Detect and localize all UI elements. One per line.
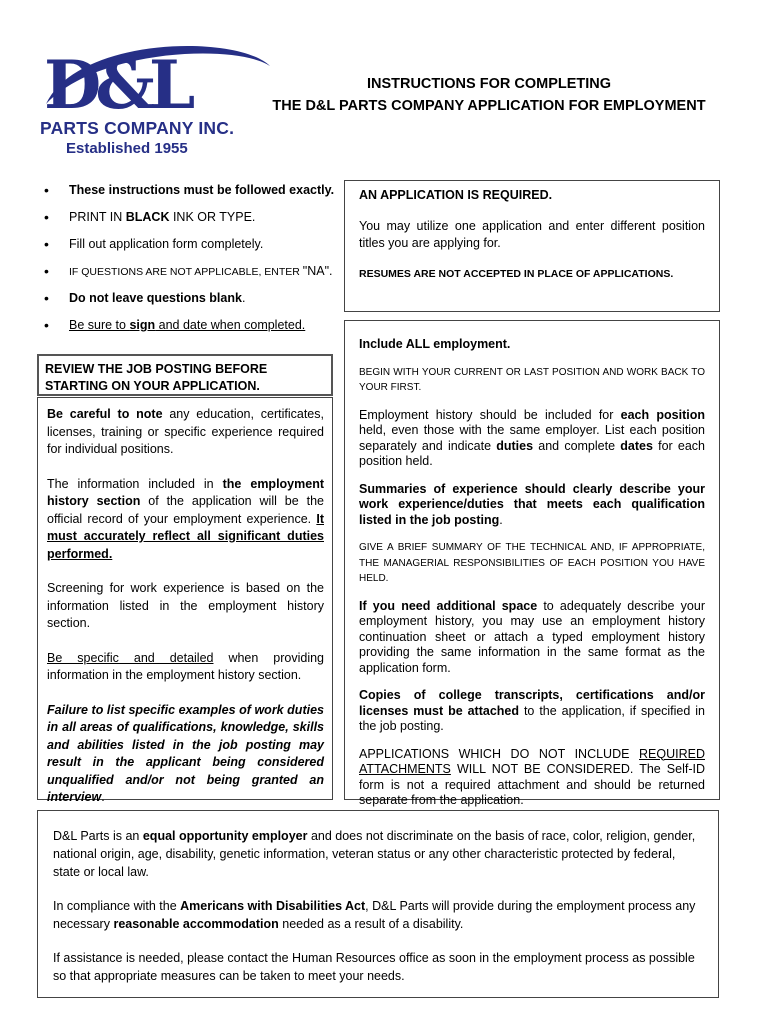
application-required-box — [344, 180, 720, 312]
bullet-bold: sign — [129, 318, 156, 332]
bullet-text: and date when completed. — [155, 318, 306, 332]
bullet-bold: Do not leave questions blank — [69, 291, 242, 305]
text: and complete — [533, 438, 621, 453]
text: Employment history should be included for — [359, 407, 621, 422]
paragraph — [47, 580, 324, 633]
company-logo — [38, 44, 278, 157]
text: . — [499, 512, 503, 527]
text: D&L Parts is an — [53, 829, 143, 843]
page-title-line-1: INSTRUCTIONS FOR COMPLETING — [366, 76, 612, 92]
paragraph: RESUMES ARE NOT ACCEPTED IN PLACE OF APPLICATIONS. — [359, 268, 674, 280]
page-title-line-2: THE D&L PARTS COMPANY APPLICATION FOR EMPLOYMENT — [272, 98, 706, 114]
text-bold: duties — [496, 438, 534, 453]
text: . — [101, 790, 105, 804]
list-item — [40, 315, 340, 342]
text: The information included in — [47, 476, 223, 491]
list-item — [40, 261, 340, 288]
paragraph: BEGIN WITH YOUR CURRENT OR LAST POSITION AND WORK BACK TO YOUR FIRST. — [359, 366, 705, 393]
text-bold: Americans with Disabilities Act — [180, 899, 366, 913]
bullet-bold: BLACK — [125, 210, 170, 224]
list-item — [40, 288, 340, 315]
section-heading: Include ALL employment. — [359, 337, 511, 351]
logo-company-name: PARTS COMPANY INC. — [40, 118, 235, 138]
paragraph — [359, 408, 705, 470]
bullet-text: Fill out application form completely. — [69, 237, 264, 251]
paragraph — [53, 897, 704, 933]
bullet-text: IF QUESTIONS ARE NOT APPLICABLE, ENTER — [69, 266, 303, 278]
text: Screening for work experience is based on the information listed in the employment history section. — [47, 581, 324, 630]
bullet-text: PRINT IN — [69, 210, 126, 224]
bullet-text: These instructions must be followed exactly. — [69, 183, 335, 197]
bullet-text: INK OR TYPE. — [169, 210, 256, 224]
paragraph — [359, 599, 705, 677]
text-bold: Copies of college transcripts, certifications and/or licenses must be attached — [359, 688, 705, 718]
text: any education, certificates, licenses, training or specific experience required for individual positions. — [47, 407, 324, 456]
text: when providing information in the employment history section. — [47, 650, 325, 682]
paragraph — [47, 650, 324, 685]
text-bold: dates — [620, 438, 653, 453]
paragraph: You may utilize one application and enter different position titles you are applying for. — [359, 219, 705, 250]
text-bold: the employment history section — [47, 476, 324, 508]
text-underline: Be specific and detailed — [47, 650, 214, 665]
paragraph — [359, 747, 705, 809]
review-notice: REVIEW THE JOB POSTING BEFORE STARTING ON YOUR APPLICATION. — [37, 354, 333, 396]
list-item — [40, 207, 340, 234]
paragraph — [359, 688, 705, 735]
text-underline: REQUIRED ATTACHMENTS — [359, 746, 705, 776]
text-bold: reasonable accommodation — [113, 917, 279, 931]
text-bold: Summaries of experience should clearly describe your work experience/duties that meets each qualification listed in the job posting — [359, 481, 705, 527]
text: , D&L Parts will provide during the employment process any necessary — [53, 899, 696, 931]
text: of the application will be the official record of your employment experience. — [47, 494, 324, 526]
bullet-text: Be sure to — [69, 318, 130, 332]
text: WILL NOT BE CONSIDERED. The Self-ID form is not a required attachment and should be returned separate from the application. — [359, 762, 705, 807]
paragraph: GIVE A BRIEF SUMMARY OF THE TECHNICAL AND, IF APPROPRIATE, THE MANAGERIAL RESPONSIBILITIES OF EACH POSITION YOU HAVE HELD. — [359, 542, 705, 584]
text: to the application, if specified in the job posting. — [359, 703, 705, 733]
logo-mark: D&L — [44, 46, 190, 124]
paragraph — [47, 476, 324, 564]
text: for each position held. — [359, 438, 706, 468]
text: held, even those with the same employer. List each position separately and indicate — [359, 423, 705, 453]
employment-history-box — [344, 320, 720, 807]
list-item — [40, 180, 340, 207]
eeo-statement-box — [37, 810, 719, 998]
job-posting-guidance — [37, 397, 333, 804]
text-bold: each position — [620, 407, 705, 422]
logo-established: Established 1955 — [66, 140, 188, 157]
paragraph — [53, 827, 704, 881]
text: In compliance with the — [53, 899, 181, 913]
paragraph: If assistance is needed, please contact the Human Resources office as soon in the employment process as possible so that appropriate measures can be taken to meet your needs. — [53, 951, 695, 983]
text-italic-bold: Failure to list specific examples of work duties in all areas of qualifications, knowledge, skills and abilities listed in the job posting may result in the applicant being considered unqualified and/or not being granted an interview — [47, 702, 324, 804]
paragraph — [47, 406, 324, 459]
instruction-list — [40, 180, 340, 342]
bullet-text: "NA". — [302, 264, 333, 278]
bullet-text: . — [241, 291, 246, 305]
paragraph — [47, 702, 324, 807]
section-heading: AN APPLICATION IS REQUIRED. — [359, 188, 553, 202]
paragraph — [359, 482, 705, 529]
text: and does not discriminate on the basis of race, color, religion, gender, national origin, age, disability, genetic information, veteran status or any other characteristic protected by federal, state or local law. — [53, 829, 696, 879]
text: APPLICATIONS WHICH DO NOT INCLUDE — [359, 746, 640, 761]
text-bold: Be careful to note — [47, 407, 163, 421]
text-bold: equal opportunity employer — [142, 829, 308, 843]
text-bold-underline: It must accurately reflect all significant duties performed. — [47, 511, 324, 561]
text: needed as a result of a disability. — [278, 917, 464, 931]
text: to adequately describe your employment history, you may use an employment history continuation sheet or attach a typed employment history providing the same information in the same format as the application form. — [359, 598, 705, 675]
text-bold: If you need additional space — [359, 598, 538, 613]
list-item — [40, 234, 340, 261]
